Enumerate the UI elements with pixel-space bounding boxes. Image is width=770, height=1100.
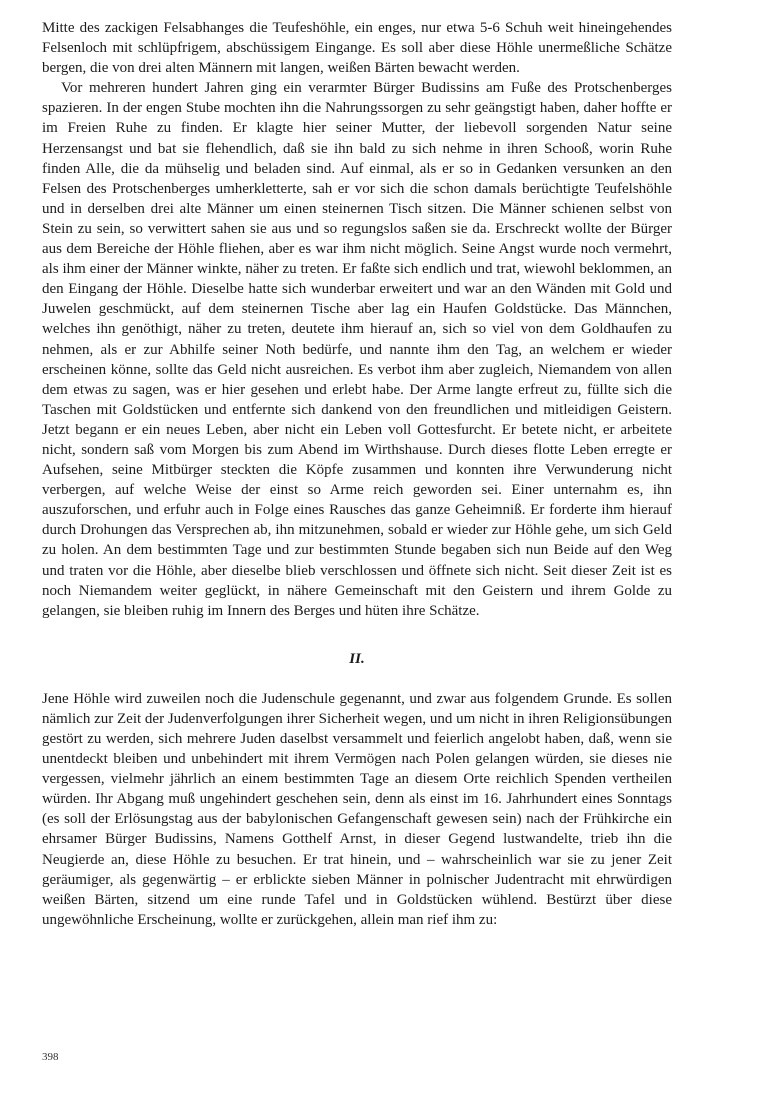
section-heading: II. xyxy=(349,650,365,667)
page-body xyxy=(42,18,672,930)
page-number: 398 xyxy=(42,1051,59,1063)
paragraph-2: Vor mehreren hundert Jahren ging ein verarmter Bürger Budissins am Fuße des Protschenberges spazieren. In der engen Stube mochten ihn die Nahrungssorgen zu sehr geängstigt haben, daher hoffte er im Freien Ruhe zu finden. Er klagte hier seiner Mutter, der liebevoll sorgenden Natur seine Herzensangst und bat sie flehendlich, daß sie ihn bald zu sich nehme in ihren Schooß, worin Ruhe finden Alle, die da mühselig und beladen sind. Auf einmal, als er so in Gedanken versunken an den Felsen des Protschenberges umherkletterte, sah er vor sich die schon damals berüchtigte Teufelshöhle und in derselben drei alte Männer um einen steinernen Tisch sitzen. Die Männer schienen selbst von Stein zu sein, so verwittert sahen sie aus und so regungslos saßen sie da. Erschreckt wollte der Bürger aus dem Bereiche der Höhle fliehen, aber es war ihm nicht möglich. Seine Angst wurde noch vermehrt, als ihm einer der Männer winkte, näher zu treten. Er faßte sich endlich und trat, wiewohl beklommen, an den Eingang der Höhle. Dieselbe hatte sich wunderbar erweitert und war an den Wänden mit Gold und Juwelen geschmückt, auf dem steinernen Tische aber lag ein Haufen Goldstücke. Das Männchen, welches ihn genöthigt, näher zu treten, deutete ihm hierauf an, sich so viel von dem Goldhaufen zu nehmen, als er zur Abhilfe seiner Noth bedürfe, und nannte ihm den Tag, an welchem er wieder erscheinen könne, sollte das Geld nicht ausreichen. Es verbot ihm aber zugleich, Niemandem von allen dem etwas zu sagen, was er hier gesehen und erlebt habe. Der Arme langte erfreut zu, füllte sich die Taschen mit Goldstücken und entfernte sich dankend von den freundlichen und mitleidigen Geistern. Jetzt begann er ein neues Leben, aber nicht ein Leben voll Gottesfurcht. Er betete nicht, er arbeitete nicht, sondern saß vom Morgen bis zum Abend im Wirthshause. Durch dieses flotte Leben erregte er Aufsehen, seine Mitbürger steckten die Köpfe zusammen und konnten ihre Verwunderung nicht verbergen, auf welche Weise der einst so Arme reich geworden sei. Einer unternahm es, ihn auszuforschen, und erfuhr auch in Folge eines Rausches das ganze Geheimniß. Er forderte ihm hierauf durch Drohungen das Versprechen ab, ihn mitzunehmen, sobald er wieder zur Höhle gehe, um sich Geld zu holen. An dem bestimmten Tage und zur bestimmten Stunde begaben sich nun Beide auf den Weg und traten vor die Höhle, aber dieselbe blieb verschlossen und öffnete sich nicht. Seit dieser Zeit ist es noch Niemandem weiter geglückt, in nähere Gemeinschaft mit den Geistern und ihrem Golde zu gelangen, sie bleiben ruhig im Innern des Berges und hüten ihre Schätze. xyxy=(42,80,672,619)
paragraph-3: Jene Höhle wird zuweilen noch die Judenschule gegenannt, und zwar aus folgendem Grunde. Es sollen nämlich zur Zeit der Judenverfolgungen ihrer Sicherheit wegen, und um nicht in ihren Religionsübungen gestört zu werden, sich mehrere Juden daselbst versammelt und feierlich angelobt haben, daß, wenn sie unentdeckt bleiben und unbehindert mit ihrem Vermögen nach Polen gelangen würden, sie dieses nie vergessen, vielmehr jährlich an einem bestimmten Tage an diesem Orte reichlich Spenden vertheilen würden. Ihr Abgang muß ungehindert geschehen sein, denn als einst im 16. Jahrhundert eines Sonntags (es soll der Erlösungstag aus der babylonischen Gefangenschaft gewesen sein) nach der Frühkirche ein ehrsamer Bürger Budissins, Namens Gotthelf Arnst, in dieser Gegend lustwandelte, trieb ihn die Neugierde an, diese Höhle zu besuchen. Er trat hinein, und – wahrscheinlich war sie zu jener Zeit geräumiger, als gegenwärtig – er erblickte sieben Männer in polnischer Judentracht mit ehrwürdigen weißen Bärten, sitzend um eine runde Tafel und in Goldstücken wühlend. Bestürzt über diese ungewöhnliche Erscheinung, wollte er zurückgehen, allein man rief ihm zu: xyxy=(42,690,672,928)
paragraph-1: Mitte des zackigen Felsabhanges die Teufeshöhle, ein enges, nur etwa 5-6 Schuh weit hineingehendes Felsenloch mit schlüpfrigem, abschüssigem Eingange. Es soll aber diese Höhle unermeßliche Schätze bergen, die von drei alten Männern mit langen, weißen Bärten bewacht werden. xyxy=(42,20,672,77)
